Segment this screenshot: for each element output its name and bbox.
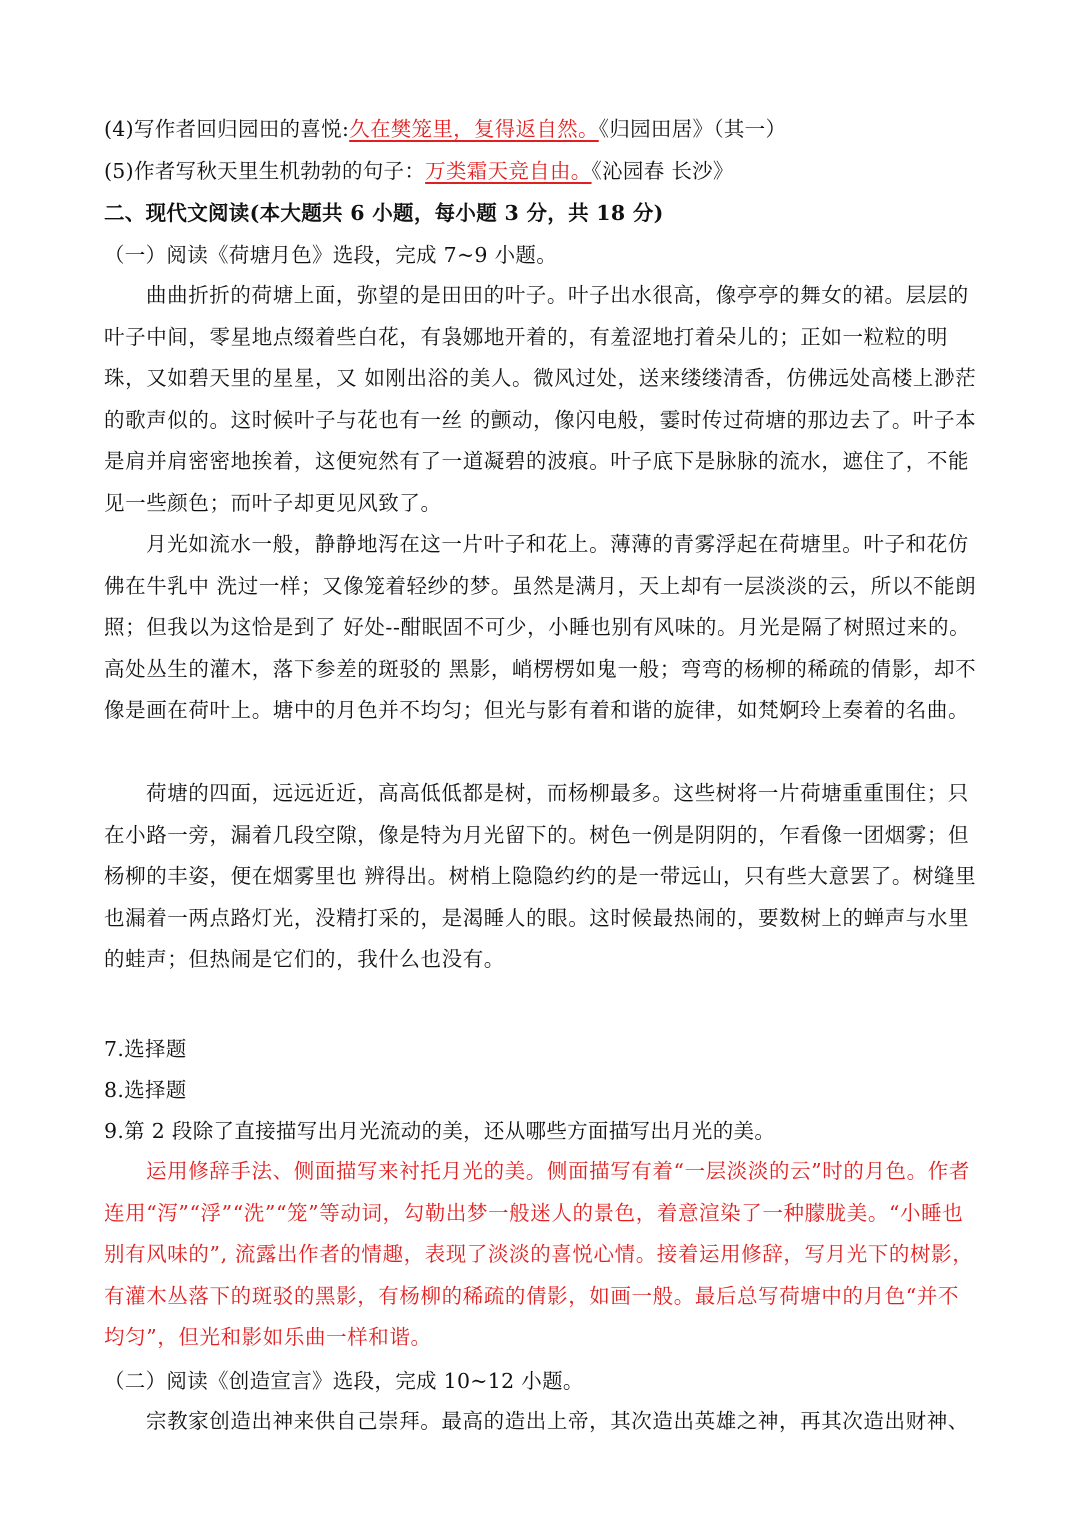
paragraph-1: 曲曲折折的荷塘上面，弥望的是田田的叶子。叶子出水很高，像亭亭的舞女的裙。层层的叶子中间，零星地点缀着些白花，有袅娜地开着的，有羞涩地打着朵儿的；正如一粒粒的明珠，又如碧天里的星星，又 如刚出浴的美人。微风过处，送来缕缕清香，仿佛远处高楼上渺茫的歌声似的。这时候叶子与花也有一丝 的颤动，像闪电般，霎时传过荷塘的那边去了。叶子本是肩并肩密密地挨着，这便宛然有了一道凝碧的波痕。叶子底下是脉脉的流水，遮住了，不能见一些颜色；而叶子却更见风致了。 — [104, 283, 977, 515]
item-4 — [104, 114, 984, 144]
item-4-source: 《归园田居》（其一） — [598, 117, 787, 141]
item-4-prefix: (4)写作者回归园田的喜悦: — [104, 117, 350, 141]
answer-9: 运用修辞手法、侧面描写来衬托月光的美。侧面描写有着“一层淡淡的云”时的月色。作者连用“泻”“浮”“洗”“笼”等动词，勾勒出梦一般迷人的景色，着意渲染了一种朦胧美。“小睡也别有风味的”, 流露出作者的情趣，表现了淡淡的喜悦心情。接着运用修辞，写月光下的树影，有灌木丛落下的斑驳的黑影，有杨柳的稀疏的倩影，如画一般。最后总写荷塘中的月色“并不均匀”，但光和影如乐曲一样和谐。 — [104, 1159, 974, 1349]
paragraph-4: 宗教家创造出神来供自己崇拜。最高的造出上帝，其次造出英雄之神，再其次造出财神、 — [146, 1409, 969, 1433]
question-7: 7.选择题 — [104, 1037, 187, 1061]
paragraph-2: 月光如流水一般，静静地泻在这一片叶子和花上。薄薄的青雾浮起在荷塘里。叶子和花仿佛在牛乳中 洗过一样；又像笼着轻纱的梦。虽然是满月，天上却有一层淡淡的云，所以不能朗照；但我以为这恰是到了 好处--酣眠固不可少，小睡也别有风味的。月光是隔了树照过来的。高处丛生的灌木，落下参差的斑驳的 黑影，峭楞楞如鬼一般；弯弯的杨柳的稀疏的倩影，却不像是画在荷叶上。塘中的月色并不均匀；但光与影有着和谐的旋律，如梵婀玲上奏着的名曲。 — [104, 532, 977, 722]
paragraph-3: 荷塘的四面，远远近近，高高低低都是树，而杨柳最多。这些树将一片荷塘重重围住；只在小路一旁，漏着几段空隙，像是特为月光留下的。树色一例是阴阴的，乍看像一团烟雾；但杨柳的丰姿，便在烟雾里也 辨得出。树梢上隐隐约约的是一带远山，只有些大意罢了。树缝里也漏着一两点路灯光，没精打采的，是渴睡人的眼。这时候最热闹的，要数树上的蝉声与水里的蛙声；但热闹是它们的，我什么也没有。 — [104, 781, 977, 971]
item-5-source: 《沁园春 长沙》 — [591, 159, 734, 183]
item-4-answer: 久在樊笼里，复得返自然。 — [349, 117, 599, 141]
question-8: 8.选择题 — [104, 1078, 187, 1102]
item-5-answer: 万类霜天竞自由。 — [425, 159, 592, 183]
question-9: 9.第 2 段除了直接描写出月光流动的美，还从哪些方面描写出月光的美。 — [104, 1119, 776, 1143]
section-heading: 二、现代文阅读(本大题共 6 小题，每小题 3 分，共 18 分) — [104, 201, 664, 225]
item-5-prefix: (5)作者写秋天里生机勃勃的句子： — [104, 159, 426, 183]
part2-intro: （二）阅读《创造宣言》选段，完成 10~12 小题。 — [104, 1369, 584, 1393]
item-5 — [104, 156, 984, 186]
part1-intro: （一）阅读《荷塘月色》选段，完成 7~9 小题。 — [104, 243, 557, 267]
